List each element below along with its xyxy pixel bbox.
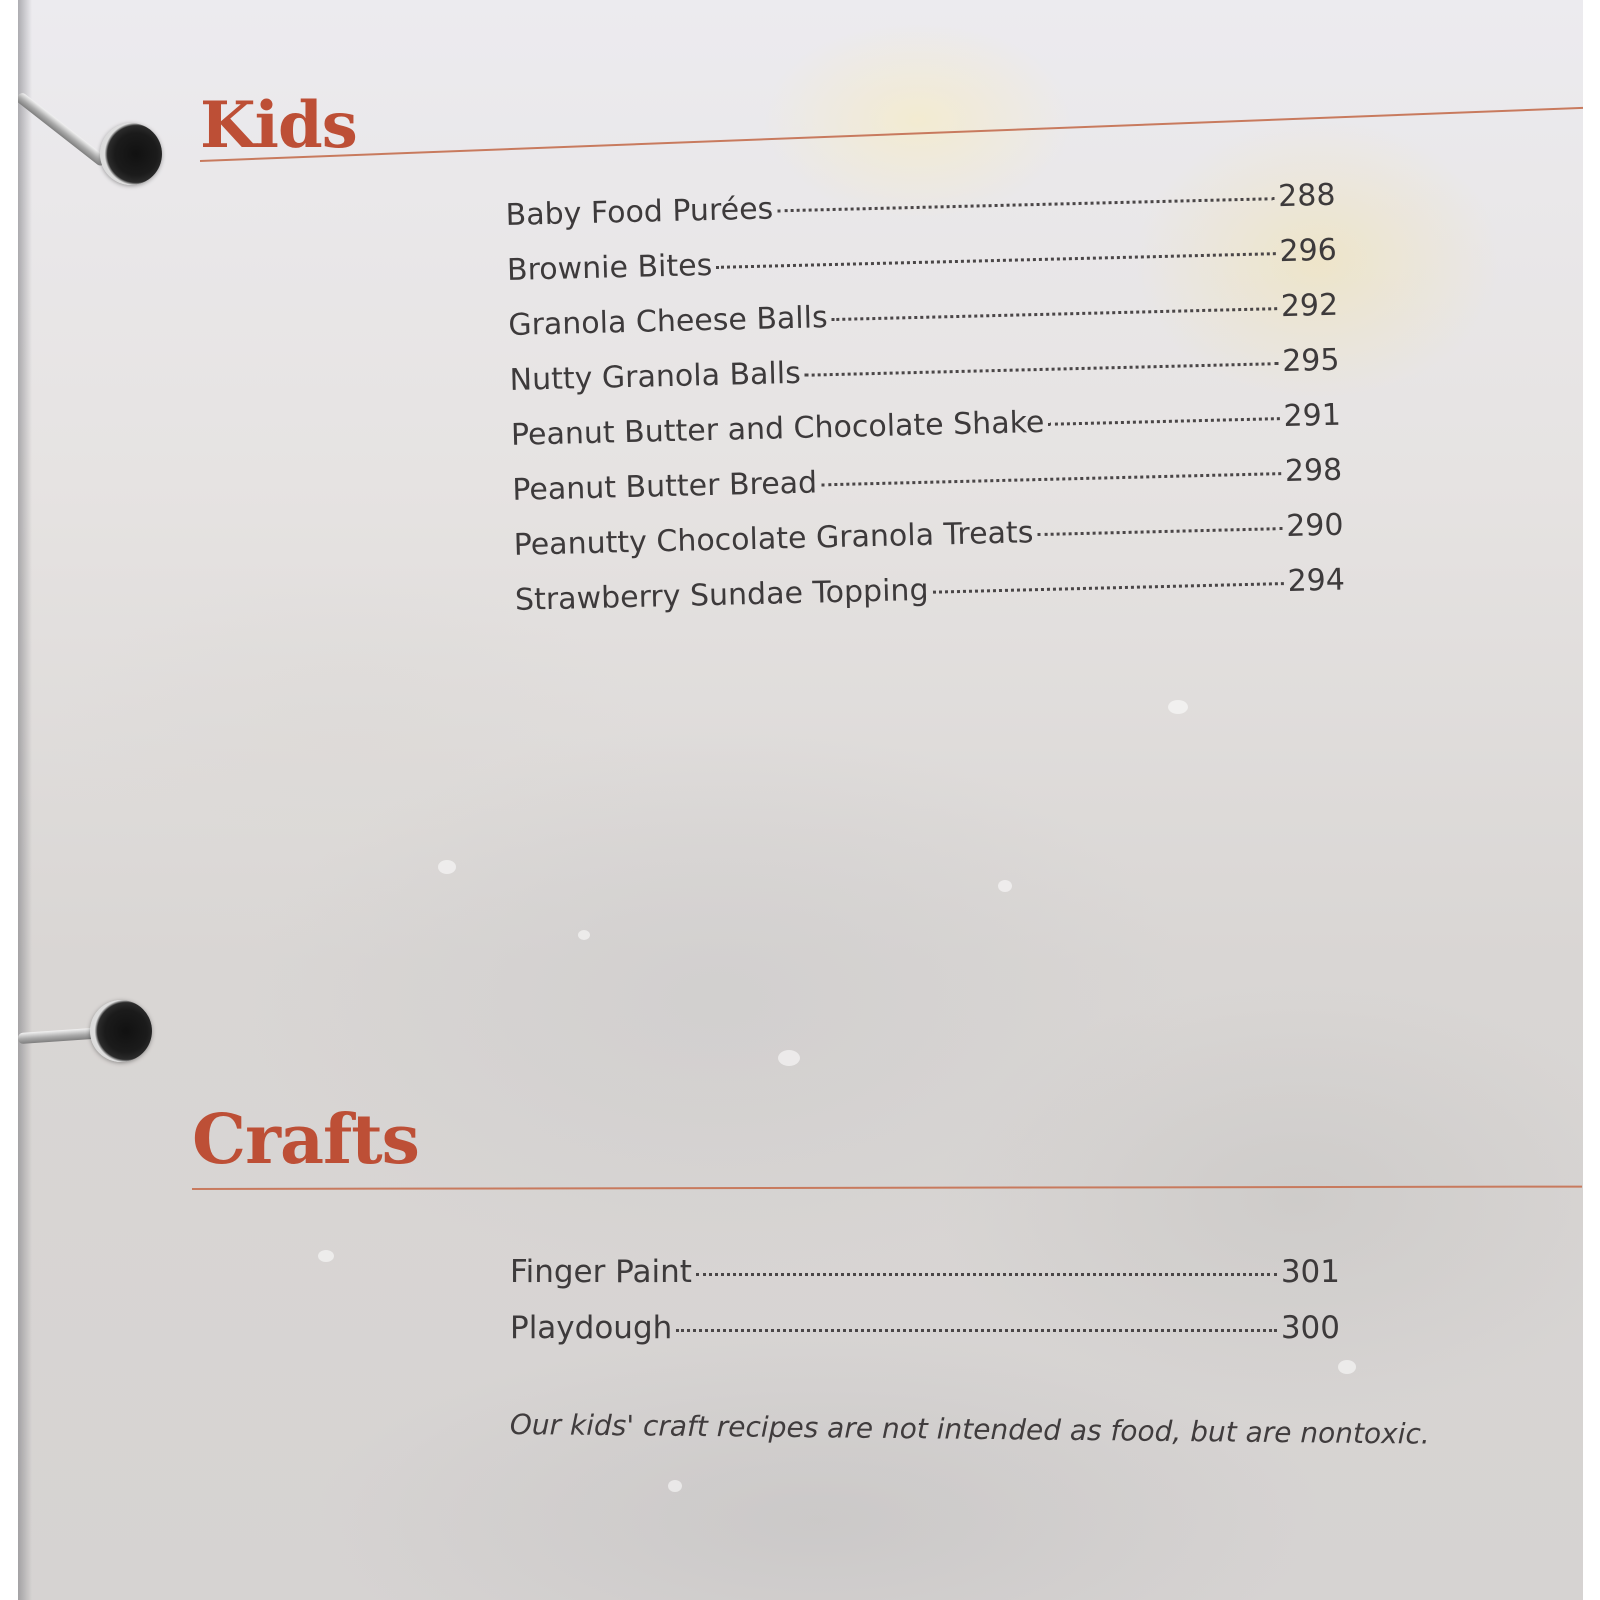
binder-ring-bottom	[90, 1000, 152, 1062]
page-number: 300	[1280, 1310, 1340, 1346]
dot-leader	[932, 581, 1283, 594]
crafts-section-title: Crafts	[192, 1100, 419, 1180]
dot-leader	[1048, 416, 1279, 426]
sugar-speck	[1338, 1360, 1356, 1374]
sugar-speck	[1168, 700, 1188, 714]
toc-entry[interactable]	[510, 1300, 1340, 1356]
kids-recipe-list	[505, 168, 1346, 628]
dot-leader	[716, 251, 1275, 269]
crafts-recipe-list	[510, 1244, 1340, 1356]
crafts-note: Our kids' craft recipes are not intended as food, but are nontoxic.	[509, 1408, 1430, 1451]
sugar-speck	[318, 1250, 334, 1262]
recipe-name: Brownie Bites	[506, 247, 713, 288]
recipe-name: Peanut Butter and Chocolate Shake	[510, 404, 1045, 453]
page-number: 295	[1281, 342, 1340, 380]
recipe-name: Baby Food Purées	[505, 191, 774, 233]
dot-leader	[696, 1272, 1277, 1276]
page-number: 296	[1279, 232, 1338, 270]
recipe-name: Granola Cheese Balls	[507, 300, 829, 343]
kids-section-title: Kids	[200, 88, 357, 163]
sugar-speck	[438, 860, 456, 874]
toc-entry[interactable]	[510, 1244, 1340, 1300]
dot-leader	[777, 196, 1274, 212]
dot-leader	[805, 361, 1279, 377]
recipe-name: Nutty Granola Balls	[509, 355, 802, 398]
sugar-speck	[578, 930, 590, 940]
recipe-name: Finger Paint	[510, 1254, 692, 1290]
page-number: 288	[1277, 177, 1336, 215]
recipe-name: Peanutty Chocolate Granola Treats	[513, 515, 1034, 563]
recipe-name: Peanut Butter Bread	[511, 465, 818, 508]
sugar-speck	[998, 880, 1012, 892]
crafts-title-rule	[192, 1186, 1582, 1190]
page-number: 292	[1280, 287, 1339, 325]
recipe-name: Strawberry Sundae Topping	[514, 572, 929, 618]
dot-leader	[821, 471, 1281, 486]
binder-ring-top	[100, 123, 162, 185]
page-number: 301	[1280, 1254, 1340, 1290]
recipe-name: Playdough	[510, 1310, 673, 1346]
page-number: 298	[1284, 452, 1343, 490]
kids-title-rule	[200, 107, 1583, 162]
dot-leader	[832, 306, 1277, 321]
dot-leader	[1037, 526, 1282, 536]
dot-leader	[676, 1328, 1277, 1332]
page-edge-shadow	[18, 0, 32, 1600]
page-number: 290	[1285, 507, 1344, 545]
sugar-speck	[778, 1050, 800, 1066]
page-number: 291	[1283, 397, 1342, 435]
sugar-speck	[668, 1480, 682, 1492]
page-number: 294	[1287, 562, 1346, 599]
cookbook-page	[18, 0, 1583, 1600]
